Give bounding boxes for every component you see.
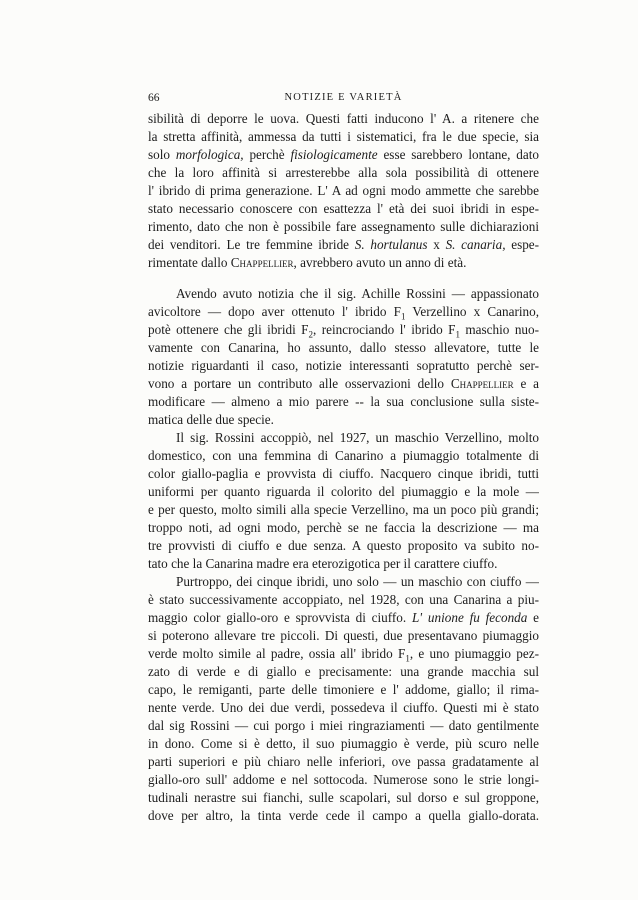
page-number: 66 (148, 92, 160, 104)
text-body (148, 110, 539, 825)
text-line: modificare — almeno a mio parere -- la sua conclusione sulla siste- (148, 394, 539, 409)
text-span: , e uno piumaggio pez- (409, 646, 539, 661)
text-line: vamente con Canarina, ho assunto, dallo stesso allevatore, tutte le (148, 340, 539, 355)
text-line: uniformi per quanto riguarda il colorito del piumaggio e la mole — (148, 484, 539, 499)
text-span: avrebbero avuto un anno di età. (300, 255, 467, 270)
text-span: avicoltore — dopo aver ottenuto l' ibrido F (148, 304, 401, 319)
text-line (148, 254, 539, 272)
subscript: 2 (308, 329, 314, 339)
text-span: solo (148, 147, 170, 162)
text-line (148, 375, 539, 393)
text-line: Purtroppo, dei cinque ibridi, uno solo — un maschio con ciuffo — (176, 574, 539, 589)
paragraph-2 (148, 285, 539, 429)
text-span: e (533, 610, 539, 625)
text-span: x (433, 237, 440, 252)
text-line: troppo noti, ad ogni modo, perchè se ne faccia la descrizione — ma (148, 520, 539, 535)
text-line: giallo-oro sull' addome e nel sottocoda. Numerose sono le strie longi- (148, 772, 539, 787)
author-name: Chappellier, (230, 255, 297, 270)
text-line: matica delle due specie. (148, 412, 274, 427)
text-span: Verzellino x Canarino, (405, 304, 539, 319)
text-span: verde molto simile al padre, ossia all' ibrido F (148, 646, 406, 661)
italic-term: morfologica, (175, 147, 244, 162)
text-span: , reincrociando l' ibrido F (313, 322, 456, 337)
text-line: tudinali nerastre sui fianchi, sulle scapolari, sul dorso e sul groppone, (148, 790, 539, 805)
subscript: 1 (455, 329, 460, 339)
text-line: in dono. Come si è detto, il suo piumaggio è verde, più scuro nelle (148, 736, 539, 751)
paragraph-4 (148, 573, 539, 825)
text-line: domestico, con una femmina di Canarino a piumaggio totalmente di (148, 448, 539, 463)
running-title: NOTIZIE E VARIETÀ (284, 92, 403, 103)
text-span: esse sarebbero lontane, dato (383, 147, 539, 162)
species-name: S. canaria, (445, 237, 506, 252)
author-name: Chappellier (450, 376, 514, 391)
text-line: Avendo avuto notizia che il sig. Achille Rossini — appassionato (176, 286, 539, 301)
text-line: capo, le remiganti, parte delle timoniere e l' addome, giallo; il rima- (148, 682, 539, 697)
text-span: espe- (511, 237, 539, 252)
text-span: potè ottenere che gli ibridi F (148, 322, 309, 337)
text-span: dei venditori. Le tre femmine ibride (148, 237, 350, 252)
text-line: parti superiori e più chiaro nelle inferiori, ove passa gradatamente al (148, 754, 539, 769)
text-line (148, 146, 539, 164)
text-line (148, 236, 539, 254)
paragraph-1 (148, 110, 539, 272)
text-line: l' ibrido di prima generazione. L' A ad ogni modo ammette che sarebbe (148, 183, 539, 198)
text-line: la stretta affinità, ammessa da tutti i sistematici, fra le due specie, sia (148, 129, 539, 144)
text-line: zato di verde e di giallo e precisamente: una grande macchia sul (148, 664, 539, 679)
text-line (148, 645, 539, 663)
text-line: notizie riguardanti il caso, notizie interessanti sopratutto perchè ser- (148, 358, 539, 373)
text-line: tre provvisti di ciuffo e due senza. A questo proposito va subito no- (148, 538, 539, 553)
text-line: tato che la Canarina madre era eterozigotica per il carattere ciuffo. (148, 556, 498, 571)
text-line: sibilità di deporre le uova. Questi fatti inducono l' A. a ritenere che (148, 111, 539, 126)
text-line: rimento, dato che non è possibile fare assegnamento sulle dichiarazioni (148, 219, 539, 234)
paragraph-3 (148, 429, 539, 573)
text-span: maschio nuo- (459, 322, 539, 337)
text-line (148, 303, 539, 321)
text-line: stato necessario conoscere con esattezza l' età dei suoi ibridi in espe- (148, 201, 539, 216)
text-line: nente verde. Uno dei due verdi, possedeva il ciuffo. Questi mi è stato (148, 700, 539, 715)
running-header (148, 92, 539, 108)
text-line: si poterono allevare tre piccoli. Di questi, due presentavano piumaggio (148, 628, 539, 643)
text-line: dove per altro, la tinta verde cede il campo a quella giallo-dorata. (148, 808, 539, 823)
text-span: rimentate dallo (148, 255, 228, 270)
text-span: vono a portare un contributo alle osservazioni dello (148, 376, 445, 391)
subscript: 1 (405, 653, 410, 663)
text-line: color giallo-paglia e provvista di ciuffo. Nacquero cinque ibridi, tutti (148, 466, 539, 481)
text-line (148, 321, 539, 339)
text-line: Il sig. Rossini accoppiò, nel 1927, un maschio Verzellino, molto (176, 430, 539, 445)
text-line: è stato successivamente accoppiato, nel 1928, con una Canarina a piu- (148, 592, 539, 607)
subscript: 1 (400, 311, 406, 321)
text-span: e a (520, 376, 539, 391)
text-span: perchè (249, 147, 285, 162)
text-line: e per questo, molto simili alla specie Verzellino, ma un poco più grandi; (148, 502, 539, 517)
text-line: che la loro affinità si arresterebbe alla sola possibilità di ottenere (148, 165, 539, 180)
italic-phrase: L' unione fu feconda (411, 610, 528, 625)
text-line: dal sig Rossini — cui porgo i miei ringraziamenti — dato gentilmente (148, 718, 539, 733)
text-line (148, 609, 539, 627)
italic-term: fisiologicamente (290, 147, 378, 162)
species-name: S. hortulanus (354, 237, 428, 252)
text-span: maggio color giallo-oro e sprovvista di ciuffo. (148, 610, 407, 625)
